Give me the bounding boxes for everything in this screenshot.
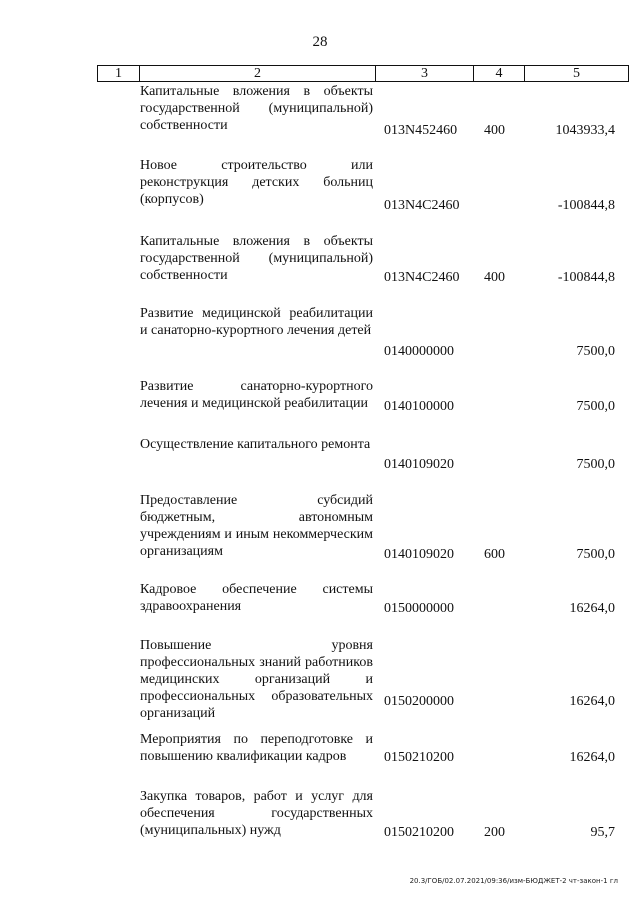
row-name: Развитие санаторно-курортного лечения и медицинской реабилитации xyxy=(140,379,373,411)
row-code: 0140000000 xyxy=(384,344,454,359)
row-sum: 7500,0 xyxy=(576,457,615,472)
row-sum: -100844,8 xyxy=(557,198,615,213)
row-code: 0150210200 xyxy=(384,750,454,765)
row-sum: 16264,0 xyxy=(569,601,615,616)
row-code: 0140109020 xyxy=(384,547,454,562)
row-name: Капитальные вложения в объекты государственной (муниципальной) собственности xyxy=(140,234,373,283)
row-sum: 95,7 xyxy=(590,825,615,840)
row-name: Закупка товаров, работ и услуг для обеспечения государственных (муниципальных) нужд xyxy=(140,789,373,838)
table-header-row xyxy=(97,65,629,82)
row-sum: 16264,0 xyxy=(569,694,615,709)
row-name: Предоставление субсидий бюджетным, автономным учреждениям и иным некоммерческим организациям xyxy=(140,493,373,559)
row-name: Капитальные вложения в объекты государственной (муниципальной) собственности xyxy=(140,84,373,133)
column-header-5: 5 xyxy=(573,66,580,81)
row-code: 0150000000 xyxy=(384,601,454,616)
row-sum: 16264,0 xyxy=(569,750,615,765)
row-code: 0140109020 xyxy=(384,457,454,472)
column-header-3: 3 xyxy=(376,66,474,81)
row-name: Кадровое обеспечение системы здравоохранения xyxy=(140,582,373,614)
row-code: 0140100000 xyxy=(384,399,454,414)
column-header-4: 4 xyxy=(474,66,525,81)
row-sum: 1043933,4 xyxy=(555,123,615,138)
row-code: 0150200000 xyxy=(384,694,454,709)
row-code: 0150210200 xyxy=(384,825,454,840)
row-code: 013N4C2460 xyxy=(384,198,460,213)
row-kind: 600 xyxy=(484,547,505,562)
row-sum: 7500,0 xyxy=(576,399,615,414)
page-number: 28 xyxy=(312,34,328,50)
row-code: 013N4C2460 xyxy=(384,270,460,285)
row-kind: 400 xyxy=(484,123,505,138)
row-name: Повышение уровня профессиональных знаний работников медицинских организаций и профессиональных образовательных организаций xyxy=(140,638,373,721)
row-kind: 200 xyxy=(484,825,505,840)
row-sum: 7500,0 xyxy=(576,344,615,359)
row-sum: 7500,0 xyxy=(576,547,615,562)
row-name: Осуществление капитального ремонта xyxy=(140,437,371,452)
column-header-1: 1 xyxy=(98,66,140,81)
row-sum: -100844,8 xyxy=(557,270,615,285)
row-name: Новое строительство или реконструкция детских больниц (корпусов) xyxy=(140,158,373,207)
row-name: Развитие медицинской реабилитации и санаторно-курортного лечения детей xyxy=(140,306,373,338)
footer-stamp: 20.3/ГОБ/02.07.2021/09:36/изм-БЮДЖЕТ-2 чт-закон-1 гл xyxy=(409,877,618,885)
row-name: Мероприятия по переподготовке и повышению квалификации кадров xyxy=(140,732,373,764)
column-header-2: 2 xyxy=(140,66,376,81)
row-code: 013N452460 xyxy=(384,123,458,138)
row-kind: 400 xyxy=(484,270,505,285)
